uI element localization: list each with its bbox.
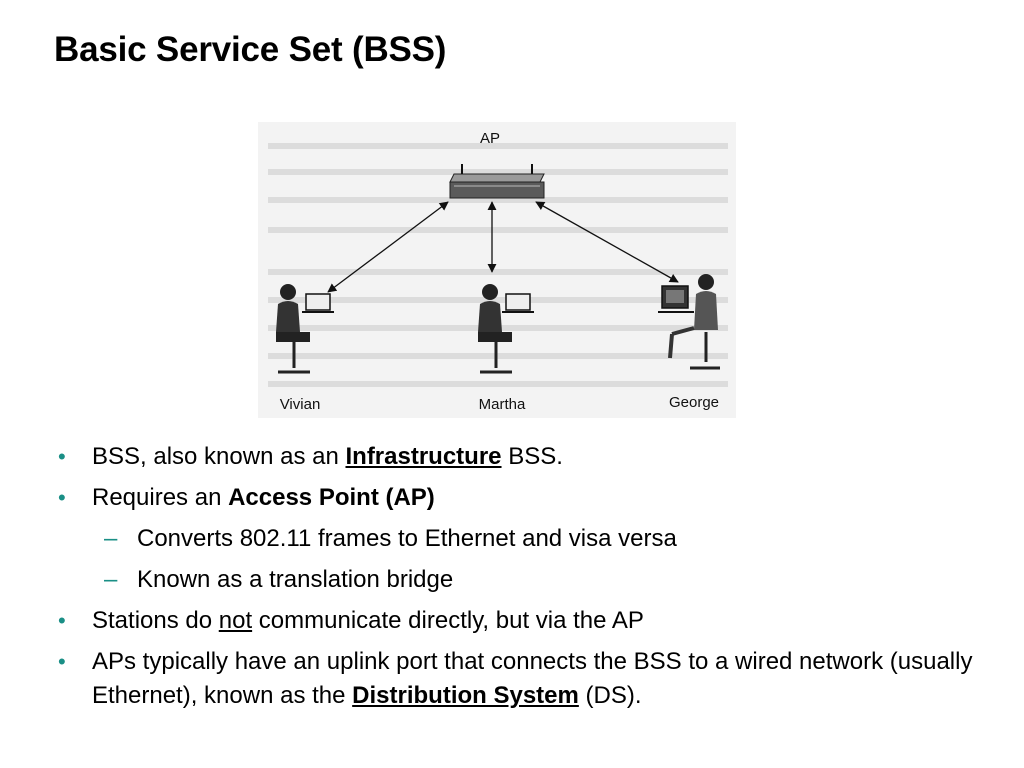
bullet-text: BSS. xyxy=(501,443,563,470)
bullet-infrastructure-bss xyxy=(58,440,978,474)
bullet-text: Requires an xyxy=(92,484,229,511)
slide-title: Basic Service Set (BSS) xyxy=(54,30,447,69)
bullet-requires-ap xyxy=(58,481,978,515)
station-label-martha: Martha xyxy=(478,396,526,413)
bullet-list xyxy=(58,440,978,713)
bullet-text: BSS, also known as an xyxy=(92,443,346,470)
bullet-text: APs typically have an uplink port that connects the BSS to a wired network (usually Ethernet), known as the xyxy=(92,648,973,709)
ap-label: AP xyxy=(479,130,501,147)
bullet-uplink-ds xyxy=(58,645,978,713)
bullet-text: (DS). xyxy=(578,682,642,709)
bullet-stations-via-ap xyxy=(58,604,978,638)
station-label-george: George xyxy=(668,394,720,411)
station-label-vivian: Vivian xyxy=(279,396,321,413)
emphasis-infrastructure: Infrastructure xyxy=(345,443,502,470)
emphasis-access-point: Access Point (AP) xyxy=(228,484,435,511)
bss-diagram xyxy=(258,122,736,418)
emphasis-not: not xyxy=(218,607,253,634)
sub-bullet-translation-bridge: – Known as a translation bridge xyxy=(58,563,978,597)
sub-bullet-converts-frames: – Converts 802.11 frames to Ethernet and visa versa xyxy=(58,522,978,556)
emphasis-distribution-system: Distribution System xyxy=(352,682,579,709)
bullet-text: Stations do xyxy=(92,607,219,634)
bullet-text: communicate directly, but via the AP xyxy=(252,607,644,634)
